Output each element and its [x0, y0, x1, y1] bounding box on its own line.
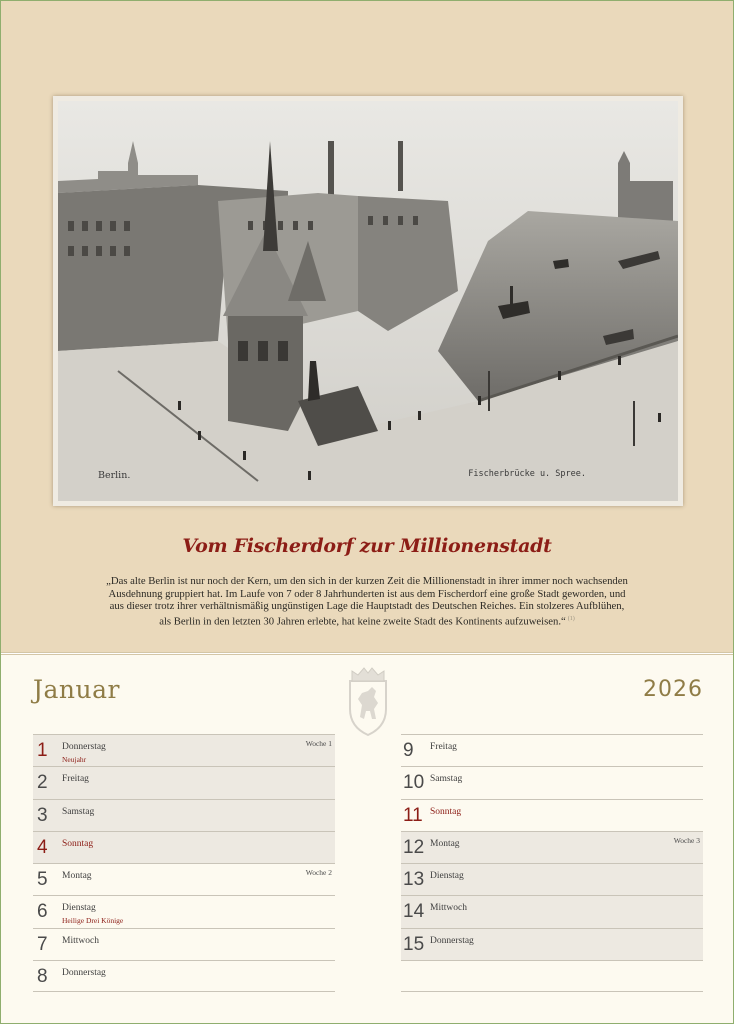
calendar-day-row [401, 831, 703, 863]
day-number: 13 [403, 869, 425, 891]
weekday-label: Dienstag [430, 871, 464, 882]
calendar-empty-row [401, 960, 703, 992]
section-divider [1, 652, 733, 655]
calendar-day-row [401, 895, 703, 927]
weekday-label: Samstag [430, 774, 463, 785]
weekday-label: Samstag [62, 806, 95, 817]
day-number: 5 [37, 869, 48, 891]
weekday-label: Dienstag [62, 903, 96, 914]
calendar-day-row [401, 766, 703, 798]
calendar-column-right [401, 734, 703, 992]
headline: Vom Fischerdorf zur Millionenstadt [182, 535, 552, 557]
quote-line: Ausdehnung gruppiert hat. Im Laufe von 7 oder 8 Jahrhunderten ist aus dem Fischerdorf eine große Stadt geworden, und [108, 587, 626, 600]
calendar-day-row [401, 799, 703, 831]
week-number-label: Woche 3 [673, 835, 700, 845]
berlin-photo-illustration [58, 101, 678, 501]
quote-last-line: als Berlin in den letzten 30 Jahren erlebte, hat keine zweite Stadt des Kontinents aufzuweisen.“ [159, 615, 566, 628]
calendar-day-row [33, 799, 335, 831]
calendar-column-left [33, 734, 335, 992]
calendar-day-row [401, 863, 703, 895]
weekday-label: Sonntag [62, 838, 94, 849]
day-number: 1 [37, 740, 48, 761]
calendar-day-row [33, 863, 335, 895]
day-number: 10 [403, 772, 425, 794]
top-panel [1, 1, 733, 652]
quote-line: „Das alte Berlin ist nur noch der Kern, um den sich in der kurzen Zeit die Millionenstadt in ihrer immer noch wachsenden [106, 575, 628, 587]
weekday-label: Mittwoch [62, 935, 99, 946]
week-number-label: Woche 2 [305, 868, 332, 878]
quote-text [91, 575, 643, 628]
photo-caption-left: Berlin. [98, 470, 131, 481]
weekday-label: Montag [430, 838, 460, 849]
calendar-day-row [33, 960, 335, 992]
week-number-label: Woche 1 [305, 739, 332, 748]
weekday-label: Donnerstag [430, 935, 474, 946]
day-number: 8 [37, 966, 48, 988]
calendar-day-row [33, 766, 335, 798]
weekday-label: Donnerstag [62, 968, 106, 979]
holiday-label: Heilige Drei Könige [62, 916, 124, 926]
calendar-day-row [401, 734, 703, 766]
month-title: Januar [33, 675, 120, 704]
day-number: 3 [37, 804, 48, 826]
day-number: 6 [37, 901, 48, 923]
quote-line [91, 613, 643, 628]
calendar-day-row [33, 734, 335, 766]
holiday-label: Neujahr [62, 755, 87, 764]
weekday-label: Montag [62, 871, 92, 882]
photo-caption-right: Fischerbrücke u. Spree. [468, 469, 586, 479]
photo-frame [53, 96, 683, 506]
weekday-label: Freitag [430, 742, 457, 752]
historic-photo [58, 101, 678, 501]
calendar-day-row [33, 928, 335, 960]
weekday-label: Sonntag [430, 806, 462, 817]
day-number: 4 [37, 836, 48, 858]
day-number: 9 [403, 740, 414, 761]
day-number: 7 [37, 933, 48, 955]
day-number: 15 [403, 933, 425, 955]
berlin-bear-crest-icon [344, 665, 392, 737]
day-number: 2 [37, 772, 48, 794]
day-number: 11 [403, 804, 423, 826]
day-number: 12 [403, 836, 425, 858]
year-title: 2026 [643, 677, 703, 702]
quote-source-note: (1) [567, 615, 575, 622]
weekday-label: Donnerstag [62, 742, 106, 752]
calendar-day-row [401, 928, 703, 960]
quote-line: aus dieser trotz ihrer verhältnismäßig ungünstigen Lage die Hauptstadt des Deutschen Reiches. Ein stolzeres Aufblühen, [109, 600, 625, 613]
calendar-day-row [33, 895, 335, 927]
weekday-label: Mittwoch [430, 903, 467, 914]
weekday-label: Freitag [62, 774, 89, 785]
calendar-day-row [33, 831, 335, 863]
day-number: 14 [403, 901, 425, 923]
